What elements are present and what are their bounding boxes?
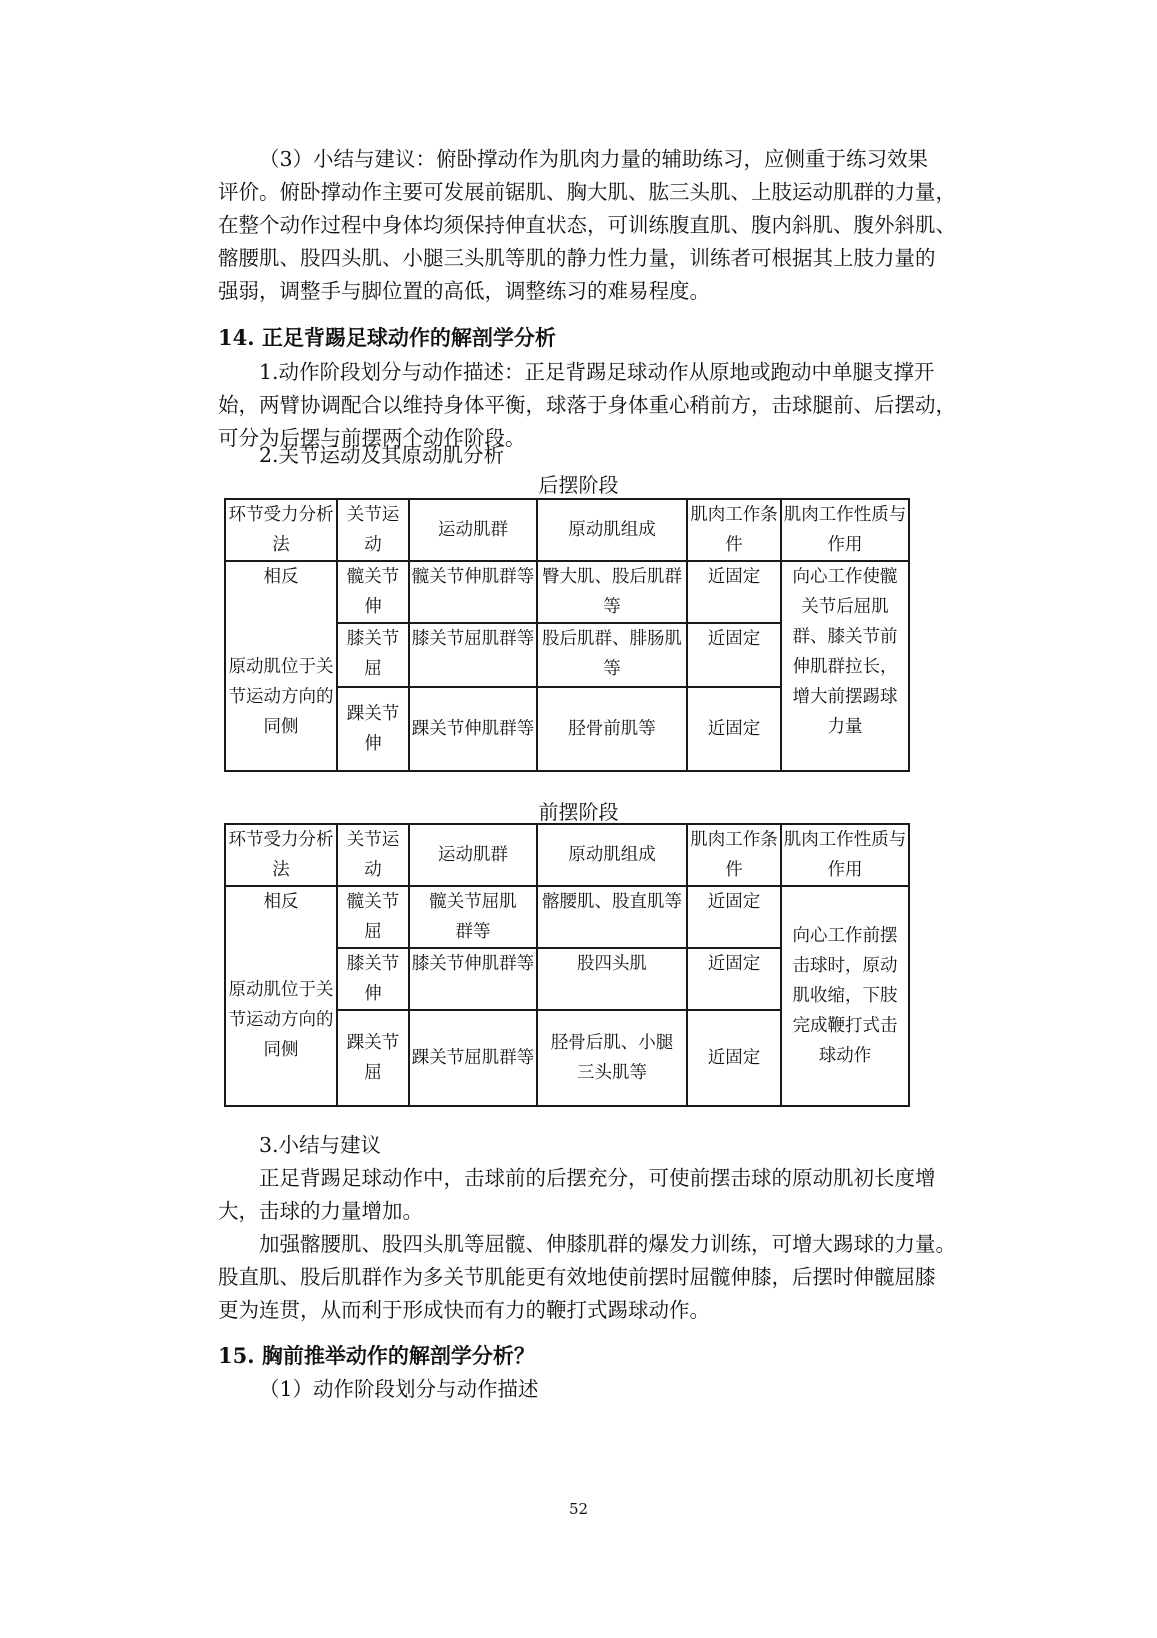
header-muscle-group: 运动肌群 xyxy=(409,824,537,886)
agonist-muscles-cell: 臀大肌、股后肌群等 xyxy=(537,561,687,623)
work-condition-cell: 近固定 xyxy=(687,948,781,1010)
header-work-nature: 肌肉工作性质与作用 xyxy=(781,824,909,886)
header-muscle-group: 运动肌群 xyxy=(409,499,537,561)
text-line: 正足背踢足球动作中，击球前的后摆充分，可使前摆击球的原动肌初长度增 xyxy=(259,1166,936,1190)
front-swing-table xyxy=(224,823,910,1107)
force-analysis-top: 相反 xyxy=(263,567,299,587)
text-line: 强弱，调整手与脚位置的高低，调整练习的难易程度。 xyxy=(218,279,710,303)
table-header-row xyxy=(225,499,909,561)
back-swing-table xyxy=(224,498,910,772)
section-15-heading: 15. 胸前推举动作的解剖学分析？ xyxy=(218,1343,535,1368)
summary-paragraph-2 xyxy=(218,1228,956,1327)
text-line: 1.动作阶段划分与动作描述：正足背踢足球动作从原地或跑动中单腿支撑开 xyxy=(259,360,935,384)
agonist-muscles-cell: 髂腰肌、股直肌等 xyxy=(537,886,687,948)
page-number: 52 xyxy=(568,1500,589,1518)
header-force-analysis: 环节受力分析法 xyxy=(225,499,337,561)
text-line: 始，两臂协调配合以维持身体平衡，球落于身体重心稍前方，击球腿前、后摆动， xyxy=(218,393,956,417)
table-header-row xyxy=(225,824,909,886)
force-analysis-bottom: 原动肌位于关节运动方向的同侧 xyxy=(228,657,334,737)
muscle-group-cell: 踝关节屈肌群等 xyxy=(409,1010,537,1106)
text-line: 大，击球的力量增加。 xyxy=(218,1199,423,1223)
agonist-muscles-cell: 股四头肌 xyxy=(537,948,687,1010)
joint-motion-cell: 踝关节伸 xyxy=(337,687,409,771)
summary-paragraph-1 xyxy=(218,1162,936,1228)
text-line: 更为连贯，从而利于形成快而有力的鞭打式踢球动作。 xyxy=(218,1298,710,1322)
text-line: 髂腰肌、股四头肌、小腿三头肌等肌的静力性力量，训练者可根据其上肢力量的 xyxy=(218,246,936,270)
muscle-group-cell: 膝关节伸肌群等 xyxy=(409,948,537,1010)
agonist-muscles-cell: 股后肌群、腓肠肌等 xyxy=(537,623,687,687)
force-analysis-bottom: 原动肌位于关节运动方向的同侧 xyxy=(228,980,334,1060)
agonist-muscles-cell: 胫骨后肌、小腿三头肌等 xyxy=(537,1010,687,1106)
work-condition-cell: 近固定 xyxy=(687,561,781,623)
table-row xyxy=(225,886,909,948)
header-agonist-muscles: 原动肌组成 xyxy=(537,499,687,561)
intro-paragraph xyxy=(218,143,956,308)
front-swing-caption: 前摆阶段 xyxy=(538,800,619,824)
work-nature-cell: 向心工作使髋关节后屈肌群、膝关节前伸肌群拉长，增大前摆踢球力量 xyxy=(781,561,909,771)
header-agonist-muscles: 原动肌组成 xyxy=(537,824,687,886)
joint-motion-cell: 髋关节屈 xyxy=(337,886,409,948)
text-line: 在整个动作过程中身体均须保持伸直状态，可训练腹直肌、腹内斜肌、腹外斜肌、 xyxy=(218,213,956,237)
text-line: 加强髂腰肌、股四头肌等屈髋、伸膝肌群的爆发力训练，可增大踢球的力量。 xyxy=(259,1232,956,1256)
joint-motion-cell: 髋关节伸 xyxy=(337,561,409,623)
work-nature-cell: 向心工作前摆击球时，原动肌收缩，下肢完成鞭打式击球动作 xyxy=(781,886,909,1106)
header-joint-motion: 关节运动 xyxy=(337,499,409,561)
section-15-paragraph-1: （1）动作阶段划分与动作描述 xyxy=(259,1377,539,1401)
muscle-group-cell: 踝关节伸肌群等 xyxy=(409,687,537,771)
header-work-condition: 肌肉工作条件 xyxy=(687,499,781,561)
table-row xyxy=(225,561,909,623)
text-line: 可分为后摆与前摆两个动作阶段。 xyxy=(218,426,526,450)
summary-title: 3.小结与建议 xyxy=(259,1133,382,1157)
header-work-nature: 肌肉工作性质与作用 xyxy=(781,499,909,561)
text-line: 股直肌、股后肌群作为多关节肌能更有效地使前摆时屈髋伸膝，后摆时伸髋屈膝 xyxy=(218,1265,936,1289)
work-condition-cell: 近固定 xyxy=(687,687,781,771)
back-swing-caption: 后摆阶段 xyxy=(538,473,619,497)
agonist-muscles-cell: 胫骨前肌等 xyxy=(537,687,687,771)
muscle-group-cell: 髋关节伸肌群等 xyxy=(409,561,537,623)
section-14-heading: 14. 正足背踢足球动作的解剖学分析 xyxy=(218,325,556,350)
text-line: 评价。俯卧撑动作主要可发展前锯肌、胸大肌、肱三头肌、上肢运动肌群的力量， xyxy=(218,180,956,204)
work-condition-cell: 近固定 xyxy=(687,623,781,687)
text-line: （3）小结与建议：俯卧撑动作为肌肉力量的辅助练习，应侧重于练习效果 xyxy=(259,147,929,171)
muscle-group-cell: 膝关节屈肌群等 xyxy=(409,623,537,687)
header-work-condition: 肌肉工作条件 xyxy=(687,824,781,886)
force-analysis-top: 相反 xyxy=(263,892,299,912)
header-force-analysis: 环节受力分析法 xyxy=(225,824,337,886)
joint-motion-cell: 膝关节屈 xyxy=(337,623,409,687)
work-condition-cell: 近固定 xyxy=(687,886,781,948)
joint-motion-cell: 膝关节伸 xyxy=(337,948,409,1010)
work-condition-cell: 近固定 xyxy=(687,1010,781,1106)
muscle-group-cell: 髋关节屈肌群等 xyxy=(409,886,537,948)
header-joint-motion: 关节运动 xyxy=(337,824,409,886)
section-14-paragraph-2: 2.关节运动及其原动肌分析 xyxy=(259,443,505,467)
force-analysis-cell xyxy=(225,886,337,1106)
joint-motion-cell: 踝关节屈 xyxy=(337,1010,409,1106)
force-analysis-cell xyxy=(225,561,337,771)
